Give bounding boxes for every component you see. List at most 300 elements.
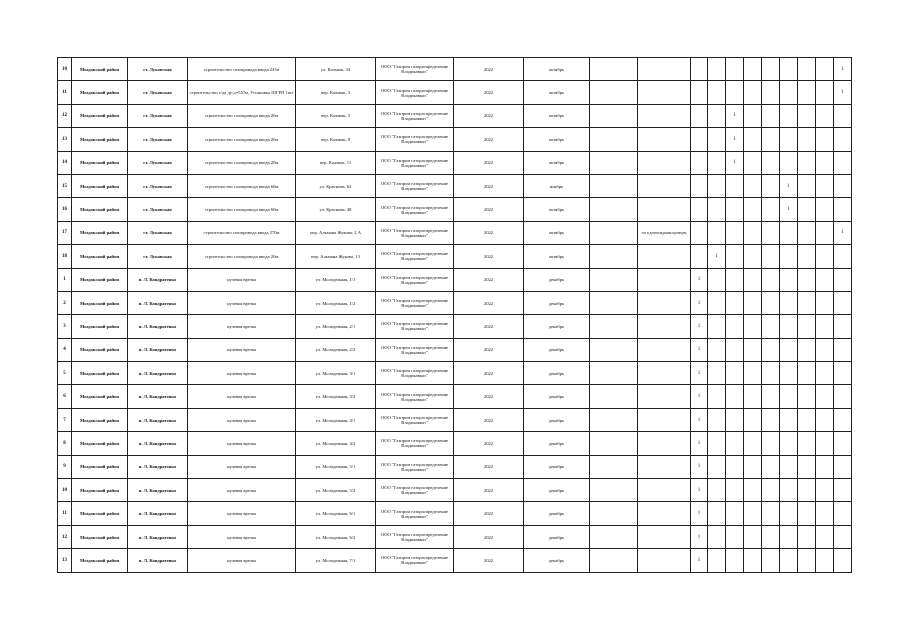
- mark-cell: 1: [691, 432, 708, 455]
- mark-cell: [744, 174, 762, 197]
- address-cell: пер. Калмык, 11: [296, 151, 376, 174]
- gasification-schedule-table: [57, 57, 852, 573]
- mark-cell: [798, 479, 816, 502]
- work-description-cell: нулевая врезка: [188, 525, 296, 548]
- mark-cell: [816, 362, 834, 385]
- empty-cell: [590, 268, 638, 291]
- mark-cell: 1: [726, 104, 744, 127]
- mark-cell: [762, 198, 780, 221]
- mark-cell: 1: [691, 291, 708, 314]
- mark-cell: [708, 315, 726, 338]
- month-cell: октябрь: [524, 104, 590, 127]
- mark-cell: [798, 455, 816, 478]
- work-description-cell: нулевая врезка: [188, 338, 296, 361]
- organization-cell: ООО "Газпром газораспределение Владикавказ": [376, 408, 454, 431]
- row-number-cell: 8: [58, 432, 72, 455]
- month-cell: декабрь: [524, 549, 590, 572]
- mark-cell: [816, 128, 834, 151]
- mark-cell: 1: [691, 479, 708, 502]
- note-cell: [638, 104, 691, 127]
- mark-cell: [816, 221, 834, 244]
- address-cell: ул. Краснова, 48: [296, 198, 376, 221]
- row-number-cell: 1: [58, 268, 72, 291]
- table-row: [58, 58, 852, 81]
- month-cell: декабрь: [524, 291, 590, 314]
- mark-cell: [834, 291, 852, 314]
- mark-cell: [744, 221, 762, 244]
- mark-cell: [708, 174, 726, 197]
- mark-cell: [726, 315, 744, 338]
- row-number-cell: 18: [58, 245, 72, 268]
- mark-cell: [798, 408, 816, 431]
- row-number-cell: 5: [58, 362, 72, 385]
- year-cell: 2022: [454, 549, 524, 572]
- empty-cell: [590, 338, 638, 361]
- year-cell: 2022: [454, 81, 524, 104]
- work-description-cell: строительство г/да ду/д=55?м, Установка ШГРП 1шт: [188, 81, 296, 104]
- locality-cell: ст. Луковская: [128, 81, 188, 104]
- mark-cell: 1: [691, 408, 708, 431]
- organization-cell: ООО "Газпром газораспределение Владикавказ": [376, 245, 454, 268]
- empty-cell: [590, 104, 638, 127]
- district-cell: Моздокский район: [72, 408, 128, 431]
- mark-cell: [708, 128, 726, 151]
- work-description-cell: нулевая врезка: [188, 408, 296, 431]
- mark-cell: [816, 198, 834, 221]
- mark-cell: [762, 221, 780, 244]
- mark-cell: [780, 221, 798, 244]
- empty-cell: [590, 549, 638, 572]
- mark-cell: [798, 221, 816, 244]
- month-cell: декабрь: [524, 525, 590, 548]
- mark-cell: [816, 81, 834, 104]
- mark-cell: [726, 174, 744, 197]
- mark-cell: [834, 245, 852, 268]
- mark-cell: [708, 268, 726, 291]
- month-cell: октябрь: [524, 198, 590, 221]
- organization-cell: ООО "Газпром газораспределение Владикавказ": [376, 268, 454, 291]
- mark-cell: [780, 455, 798, 478]
- mark-cell: [726, 221, 744, 244]
- mark-cell: [834, 104, 852, 127]
- mark-cell: [798, 315, 816, 338]
- mark-cell: [816, 151, 834, 174]
- mark-cell: [762, 81, 780, 104]
- month-cell: декабрь: [524, 362, 590, 385]
- mark-cell: [708, 385, 726, 408]
- mark-cell: 1: [726, 128, 744, 151]
- mark-cell: [816, 338, 834, 361]
- mark-cell: [708, 502, 726, 525]
- note-cell: [638, 338, 691, 361]
- empty-cell: [590, 81, 638, 104]
- year-cell: 2022: [454, 245, 524, 268]
- empty-cell: [590, 198, 638, 221]
- mark-cell: [780, 245, 798, 268]
- mark-cell: [780, 362, 798, 385]
- year-cell: 2022: [454, 479, 524, 502]
- district-cell: Моздокский район: [72, 338, 128, 361]
- month-cell: октябрь: [524, 128, 590, 151]
- mark-cell: [726, 525, 744, 548]
- work-description-cell: нулевая врезка: [188, 291, 296, 314]
- mark-cell: [708, 58, 726, 81]
- row-number-cell: 14: [58, 151, 72, 174]
- mark-cell: [708, 408, 726, 431]
- empty-cell: [590, 362, 638, 385]
- empty-cell: [590, 432, 638, 455]
- mark-cell: [816, 104, 834, 127]
- mark-cell: [762, 151, 780, 174]
- work-description-cell: нулевая врезка: [188, 549, 296, 572]
- organization-cell: ООО "Газпром газораспределение Владикавказ": [376, 385, 454, 408]
- mark-cell: [726, 549, 744, 572]
- mark-cell: [744, 525, 762, 548]
- mark-cell: [762, 455, 780, 478]
- address-cell: ул. Калмык, 34: [296, 58, 376, 81]
- organization-cell: ООО "Газпром газораспределение Владикавказ": [376, 151, 454, 174]
- mark-cell: [744, 291, 762, 314]
- mark-cell: [816, 385, 834, 408]
- table-row: [58, 338, 852, 361]
- mark-cell: [798, 432, 816, 455]
- locality-cell: п. Л. Кондратенко: [128, 432, 188, 455]
- mark-cell: [834, 432, 852, 455]
- note-cell: газ в домовладении проведен: [638, 221, 691, 244]
- month-cell: декабрь: [524, 268, 590, 291]
- address-cell: ул. Молодежная, 4/2: [296, 432, 376, 455]
- mark-cell: [708, 104, 726, 127]
- month-cell: декабрь: [524, 502, 590, 525]
- mark-cell: [762, 315, 780, 338]
- table-row: [58, 385, 852, 408]
- district-cell: Моздокский район: [72, 291, 128, 314]
- district-cell: Моздокский район: [72, 151, 128, 174]
- locality-cell: п. Л. Кондратенко: [128, 408, 188, 431]
- mark-cell: 1: [691, 362, 708, 385]
- work-description-cell: нулевая врезка: [188, 268, 296, 291]
- mark-cell: [691, 128, 708, 151]
- note-cell: [638, 128, 691, 151]
- district-cell: Моздокский район: [72, 58, 128, 81]
- empty-cell: [590, 245, 638, 268]
- mark-cell: [762, 291, 780, 314]
- address-cell: ул. Молодежная, 6/1: [296, 502, 376, 525]
- mark-cell: [744, 268, 762, 291]
- note-cell: [638, 291, 691, 314]
- mark-cell: [834, 315, 852, 338]
- mark-cell: [816, 432, 834, 455]
- mark-cell: [798, 502, 816, 525]
- table-row: [58, 174, 852, 197]
- work-description-cell: нулевая врезка: [188, 502, 296, 525]
- work-description-cell: нулевая врезка: [188, 362, 296, 385]
- mark-cell: [691, 81, 708, 104]
- empty-cell: [590, 291, 638, 314]
- year-cell: 2022: [454, 198, 524, 221]
- organization-cell: ООО "Газпром газораспределение Владикавказ": [376, 362, 454, 385]
- mark-cell: [708, 291, 726, 314]
- note-cell: [638, 408, 691, 431]
- mark-cell: [780, 81, 798, 104]
- mark-cell: [780, 432, 798, 455]
- mark-cell: [816, 291, 834, 314]
- table-row: [58, 432, 852, 455]
- mark-cell: [762, 58, 780, 81]
- note-cell: [638, 81, 691, 104]
- row-number-cell: 6: [58, 385, 72, 408]
- note-cell: [638, 479, 691, 502]
- year-cell: 2022: [454, 455, 524, 478]
- year-cell: 2022: [454, 128, 524, 151]
- mark-cell: 1: [726, 151, 744, 174]
- mark-cell: [726, 479, 744, 502]
- empty-cell: [590, 479, 638, 502]
- work-description-cell: строительство газопровода ввода 24?м: [188, 58, 296, 81]
- mark-cell: [816, 174, 834, 197]
- locality-cell: п. Л. Кондратенко: [128, 549, 188, 572]
- address-cell: пер. Альмана Жукова, 2 А: [296, 221, 376, 244]
- mark-cell: [708, 81, 726, 104]
- year-cell: 2022: [454, 58, 524, 81]
- mark-cell: [744, 198, 762, 221]
- row-number-cell: 11: [58, 81, 72, 104]
- note-cell: [638, 549, 691, 572]
- month-cell: октябрь: [524, 221, 590, 244]
- locality-cell: ст. Луковская: [128, 58, 188, 81]
- mark-cell: [726, 58, 744, 81]
- row-number-cell: 16: [58, 198, 72, 221]
- mark-cell: 1: [780, 198, 798, 221]
- mark-cell: [744, 104, 762, 127]
- mark-cell: [780, 338, 798, 361]
- mark-cell: [708, 432, 726, 455]
- mark-cell: [708, 525, 726, 548]
- mark-cell: [816, 549, 834, 572]
- mark-cell: 1: [708, 245, 726, 268]
- mark-cell: [762, 502, 780, 525]
- mark-cell: [726, 245, 744, 268]
- year-cell: 2022: [454, 291, 524, 314]
- year-cell: 2022: [454, 268, 524, 291]
- empty-cell: [590, 58, 638, 81]
- table-row: [58, 81, 852, 104]
- year-cell: 2022: [454, 338, 524, 361]
- row-number-cell: 12: [58, 104, 72, 127]
- mark-cell: 1: [691, 502, 708, 525]
- empty-cell: [590, 151, 638, 174]
- district-cell: Моздокский район: [72, 362, 128, 385]
- month-cell: октябрь: [524, 151, 590, 174]
- mark-cell: [708, 221, 726, 244]
- organization-cell: ООО "Газпром газораспределение Владикавказ": [376, 81, 454, 104]
- mark-cell: [780, 291, 798, 314]
- work-description-cell: нулевая врезка: [188, 385, 296, 408]
- mark-cell: [691, 174, 708, 197]
- address-cell: пер. Калмык, 5: [296, 104, 376, 127]
- district-cell: Моздокский район: [72, 479, 128, 502]
- table-row: [58, 198, 852, 221]
- mark-cell: [691, 245, 708, 268]
- mark-cell: [834, 338, 852, 361]
- year-cell: 2022: [454, 221, 524, 244]
- address-cell: ул. Молодежная, 2/1: [296, 315, 376, 338]
- year-cell: 2022: [454, 104, 524, 127]
- mark-cell: [798, 268, 816, 291]
- mark-cell: [834, 479, 852, 502]
- mark-cell: [762, 479, 780, 502]
- year-cell: 2022: [454, 315, 524, 338]
- table-row: [58, 128, 852, 151]
- mark-cell: [726, 268, 744, 291]
- address-cell: пер. Альмана Жукова, 13: [296, 245, 376, 268]
- locality-cell: ст. Луковская: [128, 245, 188, 268]
- note-cell: [638, 58, 691, 81]
- mark-cell: [744, 151, 762, 174]
- mark-cell: [834, 151, 852, 174]
- mark-cell: [816, 315, 834, 338]
- mark-cell: [798, 151, 816, 174]
- mark-cell: [816, 268, 834, 291]
- row-number-cell: 13: [58, 549, 72, 572]
- mark-cell: [762, 128, 780, 151]
- mark-cell: 1: [691, 315, 708, 338]
- district-cell: Моздокский район: [72, 268, 128, 291]
- note-cell: [638, 525, 691, 548]
- work-description-cell: строительство газопровода ввода 60м: [188, 198, 296, 221]
- year-cell: 2022: [454, 385, 524, 408]
- empty-cell: [590, 408, 638, 431]
- organization-cell: ООО "Газпром газораспределение Владикавказ": [376, 549, 454, 572]
- mark-cell: 1: [691, 268, 708, 291]
- month-cell: декабрь: [524, 338, 590, 361]
- mark-cell: [691, 58, 708, 81]
- table-row: [58, 455, 852, 478]
- mark-cell: [798, 81, 816, 104]
- district-cell: Моздокский район: [72, 245, 128, 268]
- mark-cell: [744, 455, 762, 478]
- note-cell: [638, 455, 691, 478]
- year-cell: 2022: [454, 502, 524, 525]
- mark-cell: [744, 502, 762, 525]
- address-cell: ул. Молодежная, 5/1: [296, 455, 376, 478]
- locality-cell: п. Л. Кондратенко: [128, 479, 188, 502]
- mark-cell: [780, 385, 798, 408]
- mark-cell: [834, 268, 852, 291]
- work-description-cell: строительство газопровода ввода 20м: [188, 128, 296, 151]
- locality-cell: п. Л. Кондратенко: [128, 502, 188, 525]
- mark-cell: [834, 525, 852, 548]
- mark-cell: [798, 338, 816, 361]
- note-cell: [638, 151, 691, 174]
- year-cell: 2022: [454, 362, 524, 385]
- mark-cell: [798, 525, 816, 548]
- mark-cell: [834, 128, 852, 151]
- mark-cell: [762, 104, 780, 127]
- table-row: [58, 315, 852, 338]
- organization-cell: ООО "Газпром газораспределение Владикавказ": [376, 502, 454, 525]
- mark-cell: [780, 151, 798, 174]
- month-cell: декабрь: [524, 385, 590, 408]
- mark-cell: [726, 502, 744, 525]
- district-cell: Моздокский район: [72, 549, 128, 572]
- organization-cell: ООО "Газпром газораспределение Владикавказ": [376, 338, 454, 361]
- empty-cell: [590, 455, 638, 478]
- mark-cell: [744, 128, 762, 151]
- table-row: [58, 362, 852, 385]
- year-cell: 2022: [454, 432, 524, 455]
- mark-cell: [744, 338, 762, 361]
- mark-cell: 1: [834, 58, 852, 81]
- mark-cell: [762, 174, 780, 197]
- mark-cell: [780, 104, 798, 127]
- mark-cell: [798, 58, 816, 81]
- row-number-cell: 2: [58, 291, 72, 314]
- address-cell: пер. Калмык, 8: [296, 128, 376, 151]
- work-description-cell: строительство газопровода ввода 20м: [188, 245, 296, 268]
- mark-cell: [708, 151, 726, 174]
- district-cell: Моздокский район: [72, 525, 128, 548]
- table-row: [58, 525, 852, 548]
- locality-cell: п. Л. Кондратенко: [128, 315, 188, 338]
- locality-cell: п. Л. Кондратенко: [128, 291, 188, 314]
- locality-cell: п. Л. Кондратенко: [128, 385, 188, 408]
- note-cell: [638, 198, 691, 221]
- mark-cell: [744, 81, 762, 104]
- row-number-cell: 10: [58, 479, 72, 502]
- empty-cell: [590, 174, 638, 197]
- mark-cell: [744, 432, 762, 455]
- mark-cell: [816, 245, 834, 268]
- locality-cell: п. Л. Кондратенко: [128, 362, 188, 385]
- district-cell: Моздокский район: [72, 104, 128, 127]
- month-cell: октябрь: [524, 58, 590, 81]
- month-cell: декабрь: [524, 455, 590, 478]
- address-cell: ул. Молодежная, 1/2: [296, 291, 376, 314]
- address-cell: ул. Молодежная, 3/2: [296, 385, 376, 408]
- mark-cell: [726, 338, 744, 361]
- mark-cell: [744, 408, 762, 431]
- mark-cell: 1: [834, 221, 852, 244]
- mark-cell: [762, 245, 780, 268]
- row-number-cell: 12: [58, 525, 72, 548]
- district-cell: Моздокский район: [72, 174, 128, 197]
- mark-cell: [834, 385, 852, 408]
- locality-cell: ст. Луковская: [128, 221, 188, 244]
- mark-cell: [762, 385, 780, 408]
- locality-cell: п. Л. Кондратенко: [128, 268, 188, 291]
- mark-cell: [780, 128, 798, 151]
- organization-cell: ООО "Газпром газораспределение Владикавказ": [376, 198, 454, 221]
- mark-cell: [762, 525, 780, 548]
- locality-cell: ст. Луковская: [128, 128, 188, 151]
- district-cell: Моздокский район: [72, 502, 128, 525]
- work-description-cell: нулевая врезка: [188, 479, 296, 502]
- mark-cell: [834, 549, 852, 572]
- mark-cell: [798, 362, 816, 385]
- table-row: [58, 502, 852, 525]
- table-row: [58, 268, 852, 291]
- mark-cell: 1: [691, 338, 708, 361]
- address-cell: ул. Молодежная, 7/1: [296, 549, 376, 572]
- organization-cell: ООО "Газпром газораспределение Владикавказ": [376, 432, 454, 455]
- mark-cell: [798, 245, 816, 268]
- row-number-cell: 9: [58, 455, 72, 478]
- empty-cell: [590, 128, 638, 151]
- mark-cell: [726, 198, 744, 221]
- mark-cell: [780, 549, 798, 572]
- mark-cell: [691, 198, 708, 221]
